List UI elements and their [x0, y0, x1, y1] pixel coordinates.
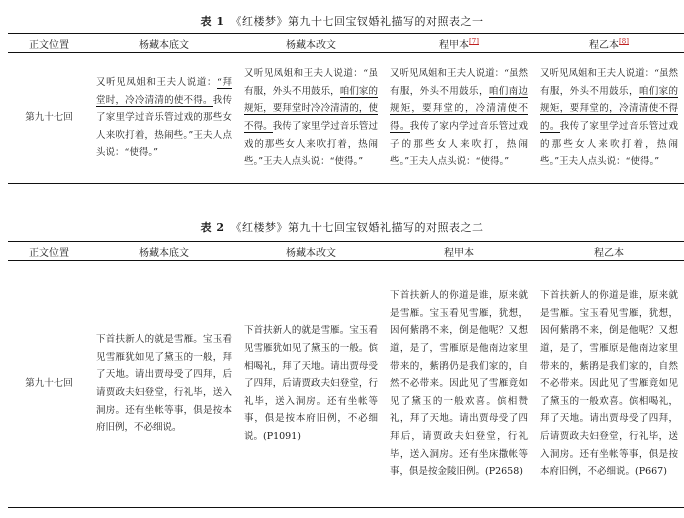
- reference-link-7[interactable]: [7]: [469, 37, 479, 46]
- text-plain: 又听见凤姐和王夫人说道：“虽然有服，外头不用鼓乐，: [390, 68, 528, 97]
- cell-yang-base: [90, 53, 238, 184]
- cell-yang-revised: [238, 53, 384, 184]
- text-plain: 我传了家里学过音乐管过戏的那些女人来吹打着，热闹些。”王夫人点头说：“使得。”: [540, 121, 678, 168]
- table-row: [8, 261, 684, 508]
- header-cheng-jia: [384, 34, 534, 53]
- cell-yang-base: 下首扶新人的就是雪雁。宝玉看见雪雁犹如见了黛玉的一般，拜了天地。请出贾母受了四拜，后请贾政夫妇登堂，行礼毕，送入洞房。还有坐帐等事，俱是按本府旧例，不必细说。: [90, 261, 238, 508]
- table2: [8, 241, 684, 508]
- text-plain: 又听见凤姐和王夫人说道：“虽有服，外头不用鼓乐，: [244, 68, 378, 97]
- cell-cheng-jia: [384, 53, 534, 184]
- text-underlined: “拜堂时，冷冷清清的使不得。: [96, 77, 232, 106]
- table1-caption-text: 《红楼梦》第九十七回宝钗婚礼描写的对照表之一: [230, 15, 484, 28]
- header-position: 正文位置: [8, 34, 90, 53]
- cell-cheng-yi: [534, 53, 684, 184]
- row-position: 第九十七回: [8, 53, 90, 184]
- text-underlined: 咱们家的规矩，要拜堂的，冷清清使不得的。: [540, 85, 678, 132]
- text-underlined: 咱们家的规矩，要拜堂时冷冷清清的，使不得。: [244, 85, 378, 132]
- table2-caption-text: 《红楼梦》第九十七回宝钗婚礼描写的对照表之二: [230, 221, 484, 234]
- header-yang-base: 杨藏本底文: [90, 34, 238, 53]
- header-cheng-yi-label: 程乙本: [589, 39, 620, 51]
- text-plain: 我传了家里学过音乐管过戏的那些女人来吹打着，热闹些。”王夫人点头说：“使得。”: [244, 121, 378, 168]
- header-cheng-jia-label: 程甲本: [439, 39, 470, 51]
- text-plain: 我传了家内学过音乐管过戏子的那些女人来吹打，热闹些。”王夫人点头说：“使得。”: [390, 121, 528, 168]
- text-plain: 又听见凤姐和王夫人说道：“虽然有服，外头不用鼓乐，: [540, 68, 678, 97]
- cell-yang-revised: 下首扶新人的就是雪雁。宝玉看见雪雁犹如见了黛玉的一般。傧相喝礼，拜了天地。请出贾母受了四拜，后请贾政夫妇登堂，行礼毕，送入洞房。还有坐帐等事，俱是按本府旧例，不必细说。(P1091): [238, 261, 384, 508]
- table2-caption-number: 表 2: [200, 221, 225, 234]
- header-cheng-yi: [534, 34, 684, 53]
- table1-caption-number: 表 1: [200, 15, 225, 28]
- table-row: [8, 53, 684, 184]
- header-yang-revised: 杨藏本改文: [238, 34, 384, 53]
- cell-cheng-yi: 下首扶新人的你道是谁，原来就是雪雁。宝玉看见雪雁，犹想，因何紫鹃不来，倒是他呢？又想道，是了，雪雁原是他南边家里带来的，紫鹃是我们家的，自然不必带来。因此见了雪雁竟如见了黛玉的一般欢喜。傧相喝礼，拜了天地。请出贾母受了四拜，后请贾政夫妇登堂，行礼毕，送入洞房。还有坐帐等事，俱是按本府旧例，不必细说。(P667): [534, 261, 684, 508]
- text-underlined: 咱们南边规矩，要拜堂的，冷清清使不得。: [390, 85, 528, 132]
- table1: [8, 33, 684, 184]
- header-yang-revised: 杨藏本改文: [238, 242, 384, 261]
- text-plain: 又听见凤姐和王夫人说道：: [96, 77, 218, 89]
- header-cheng-yi: 程乙本: [534, 242, 684, 261]
- header-cheng-jia: 程甲本: [384, 242, 534, 261]
- table1-caption: [0, 13, 684, 29]
- reference-link-8[interactable]: [8]: [619, 37, 629, 46]
- header-yang-base: 杨藏本底文: [90, 242, 238, 261]
- table2-header-row: [8, 242, 684, 261]
- row-position: 第九十七回: [8, 261, 90, 508]
- table2-caption: [0, 219, 684, 235]
- header-position: 正文位置: [8, 242, 90, 261]
- table1-header-row: [8, 34, 684, 53]
- cell-cheng-jia: 下首扶新人的你道是谁，原来就是雪雁。宝玉看见雪雁，犹想，因何紫鹃不来，倒是他呢？又想道，是了，雪雁原是他南边家里带来的，紫鹃仍是我们家的，自然不必带来。因此见了雪雁竟如见了黛玉的一般欢喜。傧相赞礼，拜了天地。请出贾母受了四拜后，请贾政夫妇登堂，行礼毕，送入洞房。还有坐床撒帐等事，俱是按金陵旧例。(P2658): [384, 261, 534, 508]
- text-plain: 我传了家里学过音乐管过戏的那些女人来吹打着，热闹些。”王夫人点头说：“使得。”: [96, 94, 232, 159]
